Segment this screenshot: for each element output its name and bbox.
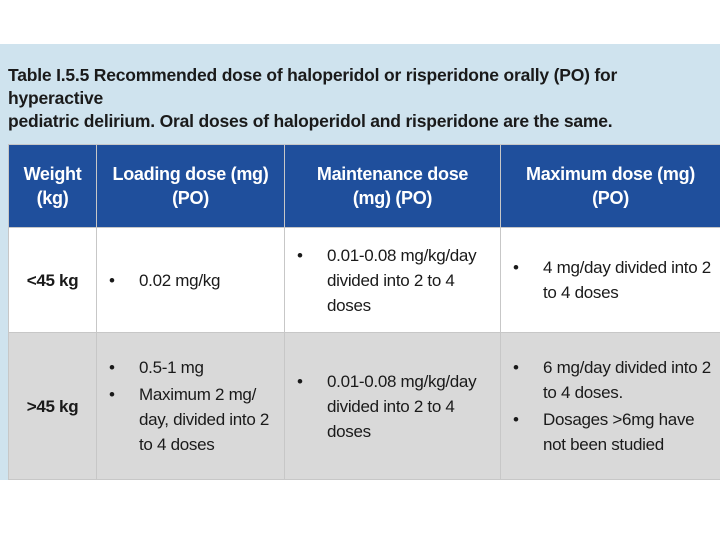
list-item: • Maximum 2 mg/ day, divided into 2 to 4 doses	[109, 382, 278, 457]
table-row	[9, 333, 720, 480]
dose-table	[8, 144, 720, 480]
header-weight: Weight (kg)	[9, 145, 97, 228]
header-loading-dose: Loading dose (mg) (PO)	[97, 145, 285, 228]
header-maximum-dose: Maximum dose (mg) (PO)	[501, 145, 720, 228]
list-item: • 0.5-1 mg	[109, 355, 278, 380]
loading-dose-cell	[97, 228, 285, 333]
bullet-list	[97, 268, 284, 293]
list-item: • Dosages >6mg have not been studied	[513, 407, 714, 457]
header-maintenance-dose: Maintenance dose (mg) (PO)	[285, 145, 501, 228]
table-caption	[8, 64, 708, 133]
bullet-list	[285, 243, 500, 318]
maximum-dose-cell	[501, 333, 720, 480]
bullet-list	[501, 355, 720, 457]
list-item: • 6 mg/day divided into 2 to 4 doses.	[513, 355, 714, 405]
table-row	[9, 228, 720, 333]
loading-dose-cell	[97, 333, 285, 480]
list-item: • 0.01-0.08 mg/kg/day divided into 2 to 4 doses	[297, 369, 494, 444]
bullet-list	[97, 355, 284, 457]
bullet-list	[285, 369, 500, 444]
list-item: • 0.02 mg/kg	[109, 268, 278, 293]
weight-cell: >45 kg	[9, 333, 97, 480]
maximum-dose-cell	[501, 228, 720, 333]
maintenance-dose-cell	[285, 333, 501, 480]
caption-line-1: Table I.5.5 Recommended dose of haloperidol or risperidone orally (PO) for hyperactive	[8, 65, 618, 108]
weight-cell: <45 kg	[9, 228, 97, 333]
list-item: • 0.01-0.08 mg/kg/day divided into 2 to 4 doses	[297, 243, 494, 318]
list-item: • 4 mg/day divided into 2 to 4 doses	[513, 255, 714, 305]
maintenance-dose-cell	[285, 228, 501, 333]
slide-panel	[0, 44, 720, 480]
bullet-list	[501, 255, 720, 305]
caption-line-2: pediatric delirium. Oral doses of haloperidol and risperidone are the same.	[8, 111, 613, 131]
table-header-row	[9, 145, 720, 228]
